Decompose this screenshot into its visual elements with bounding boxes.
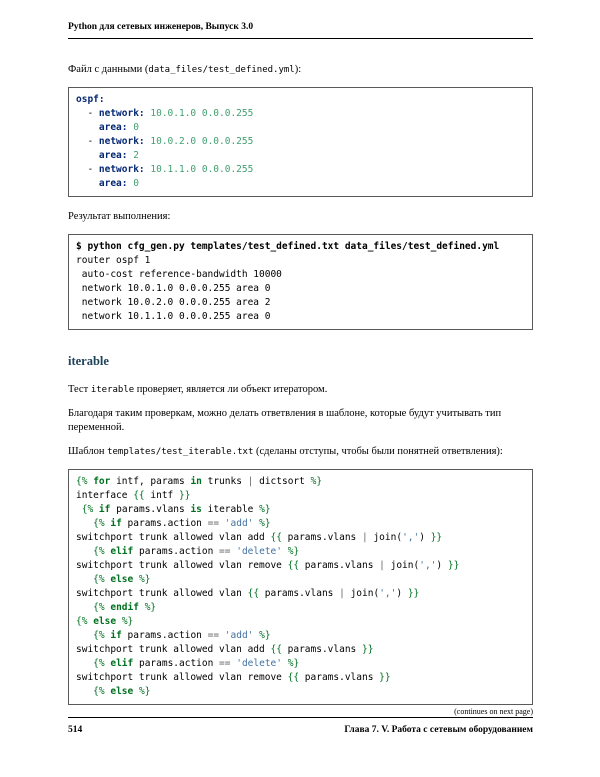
paragraph-data-file: Файл с данными (data_files/test_defined.yml): [68,64,302,75]
code-line: switchport trunk allowed vlan {{ params.vlans | join(',') }} [76,588,420,599]
code-line: area: 0 [98,122,139,133]
code-line: area: 0 [98,178,139,189]
code-line: network 10.0.2.0 0.0.0.255 area 2 [76,297,271,308]
code-line: {% if params.vlans is iterable %} [81,504,271,515]
code-line: {% else %} [93,574,151,585]
code-line: auto-cost reference-bandwidth 10000 [76,269,282,280]
code-line: {% if params.action == 'add' %} [93,518,271,529]
section-heading-iterable: iterable [68,354,109,368]
page-body [0,63,600,717]
page-footer [68,717,533,735]
code-line: {% endif %} [93,602,157,613]
code-line: switchport trunk allowed vlan add {{ params.vlans | join(',') }} [76,532,443,543]
header-rule [68,38,533,39]
page-number: 514 [68,725,83,735]
page-header [0,0,600,39]
code-block-console [68,234,533,330]
code-line: network 10.0.1.0 0.0.0.255 area 0 [76,283,271,294]
code-line: - network: 10.0.2.0 0.0.0.255 [76,136,254,147]
code-line: router ospf 1 [76,255,151,266]
code-line: switchport trunk allowed vlan remove {{ params.vlans | join(',') }} [76,560,460,571]
code-block-jinja-template [68,469,533,705]
continues-note: (continues on next page) [454,707,533,716]
code-line: switchport trunk allowed vlan add {{ params.vlans }} [76,644,374,655]
code-line: interface {{ intf }} [76,490,191,501]
code-line: $ python cfg_gen.py templates/test_defined.txt data_files/test_defined.yml [76,241,500,252]
code-line: {% else %} [93,686,151,697]
code-line: ospf: [76,94,105,105]
code-line: area: 2 [98,150,139,161]
code-line: {% for intf, params in trunks | dictsort %} [76,476,323,487]
code-line: {% elif params.action == 'delete' %} [93,658,300,669]
code-line: network 10.1.1.0 0.0.0.255 area 0 [76,311,271,322]
paragraph-template-file: Шаблон templates/test_iterable.txt (сделаны отступы, чтобы были понятней ответвления): [68,446,503,457]
code-block-yaml [68,87,533,197]
footer-chapter: Глава 7. V. Работа с сетевым оборудованием [344,725,533,735]
header-title: Python для сетевых инженеров, Выпуск 3.0 [68,22,254,32]
code-line: - network: 10.1.1.0 0.0.0.255 [76,164,254,175]
code-line: switchport trunk allowed vlan remove {{ params.vlans }} [76,672,391,683]
paragraph-branching: Благодаря таким проверкам, можно делать ответвления в шаблоне, которые будут учитывать тип переменной. [68,408,502,433]
code-line: {% if params.action == 'add' %} [93,630,271,641]
code-line: - network: 10.0.1.0 0.0.0.255 [76,108,254,119]
paragraph-result: Результат выполнения: [68,211,171,222]
code-line: {% else %} [76,616,134,627]
code-line: {% elif params.action == 'delete' %} [93,546,300,557]
paragraph-iterable-test: Тест iterable проверяет, является ли объект итератором. [68,384,328,395]
